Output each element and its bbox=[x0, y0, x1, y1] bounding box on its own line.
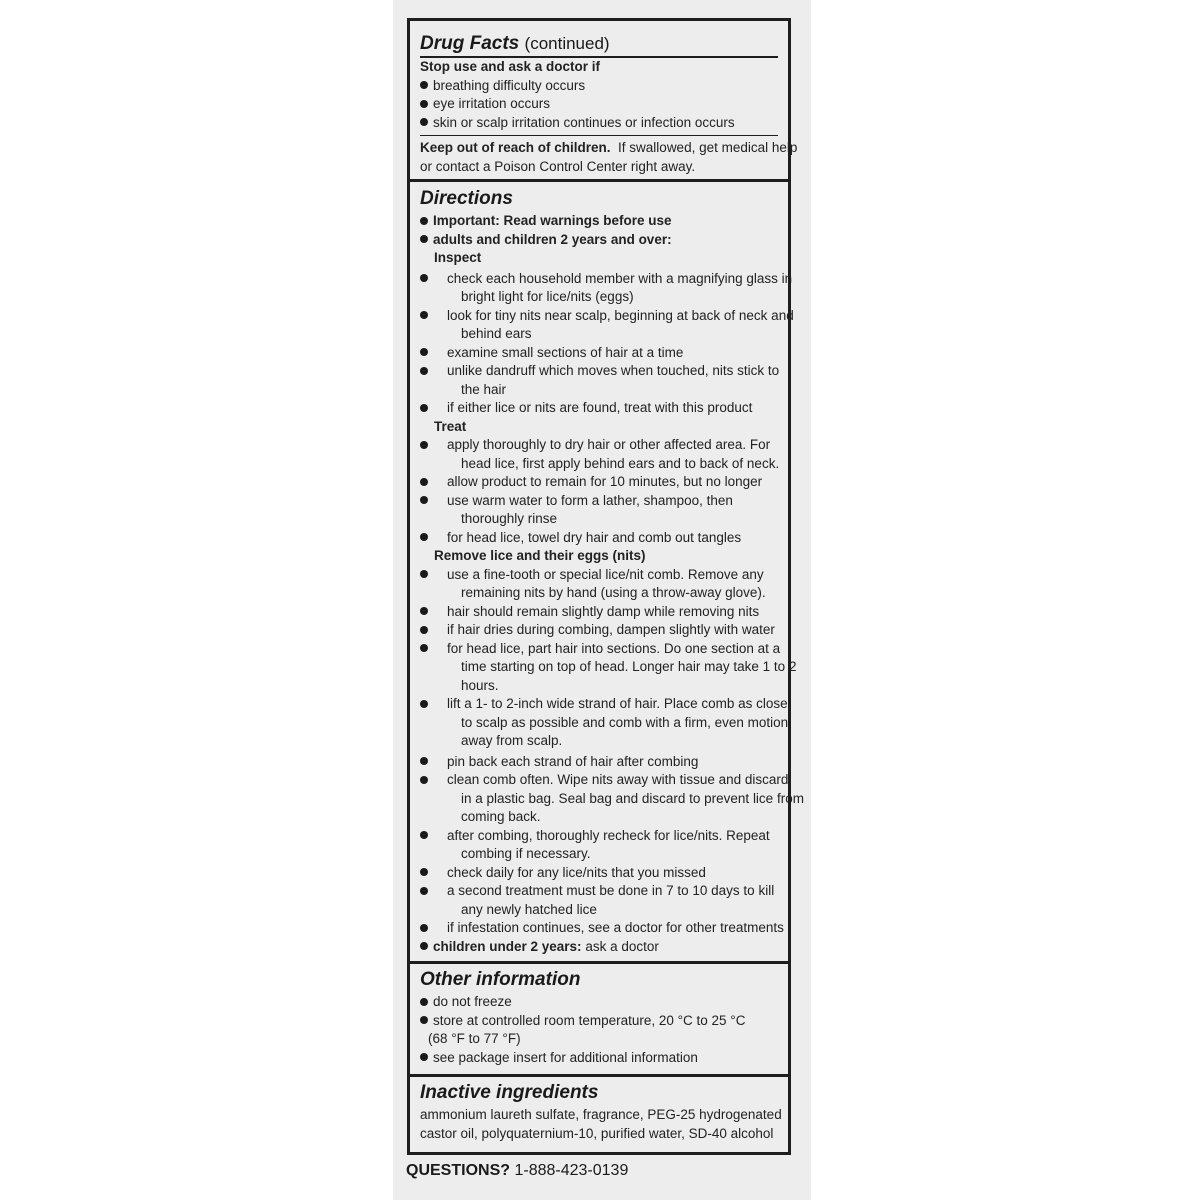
children-under-bold: children under 2 years: bbox=[433, 938, 582, 954]
directions-important: Important: Read warnings before use bbox=[420, 212, 778, 231]
children-under-2 bbox=[420, 938, 778, 957]
drug-facts-continued: (continued) bbox=[524, 34, 610, 53]
other-info-item: store at controlled room temperature, 20 °C to 25 °C bbox=[420, 1012, 778, 1031]
inspect-item: look for tiny nits near scalp, beginning at back of neck and bbox=[420, 307, 778, 326]
inspect-item: unlike dandruff which moves when touched, nits stick to bbox=[420, 362, 778, 381]
remove-item: pin back each strand of hair after combing bbox=[420, 753, 778, 772]
inspect-item-cont: behind ears bbox=[461, 326, 532, 341]
inspect-item: if either lice or nits are found, treat with this product bbox=[420, 399, 778, 418]
remove-item: if hair dries during combing, dampen slightly with water bbox=[420, 621, 778, 640]
remove-item: for head lice, part hair into sections. Do one section at a bbox=[420, 640, 778, 659]
keep-out-rest: If swallowed, get medical help bbox=[618, 140, 798, 155]
remove-item: use a fine-tooth or special lice/nit comb. Remove any bbox=[420, 566, 778, 585]
inactive-ingredients-section bbox=[410, 1074, 788, 1143]
inactive-ingredients-line: ammonium laureth sulfate, fragrance, PEG-25 hydrogenated bbox=[420, 1107, 782, 1122]
remove-item-cont: hours. bbox=[461, 677, 499, 693]
stop-use-item: skin or scalp irritation continues or infection occurs bbox=[420, 114, 778, 133]
other-info-title: Other information bbox=[420, 969, 581, 990]
directions-section bbox=[410, 179, 804, 956]
inspect-heading: Inspect bbox=[434, 250, 482, 265]
treat-item-cont: head lice, first apply behind ears and to back of neck. bbox=[461, 455, 780, 471]
drug-facts-title: Drug Facts bbox=[420, 33, 520, 54]
drug-facts-panel bbox=[407, 18, 804, 1155]
remove-item-cont: any newly hatched lice bbox=[461, 901, 597, 917]
remove-item-cont: combing if necessary. bbox=[461, 846, 591, 861]
children-under-rest: ask a doctor bbox=[585, 938, 659, 954]
drug-facts-section bbox=[410, 31, 788, 57]
remove-item: a second treatment must be done in 7 to 10 days to kill bbox=[420, 882, 778, 901]
treat-item-cont: thoroughly rinse bbox=[461, 511, 558, 526]
keep-out-line-2: or contact a Poison Control Center right away. bbox=[420, 158, 696, 174]
other-info-item: do not freeze bbox=[420, 993, 778, 1012]
other-info-section bbox=[410, 961, 788, 1067]
inactive-ingredients-line: castor oil, polyquaternium-10, purified water, SD-40 alcohol bbox=[420, 1125, 774, 1141]
stop-use-section bbox=[410, 58, 788, 132]
drug-facts-heading bbox=[420, 31, 778, 57]
treat-item: use warm water to form a lather, shampoo, then bbox=[420, 492, 778, 511]
treat-item: apply thoroughly to dry hair or other affected area. For bbox=[420, 436, 778, 455]
remove-heading: Remove lice and their eggs (nits) bbox=[434, 548, 646, 563]
remove-item-cont: coming back. bbox=[461, 809, 541, 824]
stop-use-item: breathing difficulty occurs bbox=[420, 77, 778, 96]
questions-phone: 1-888-423-0139 bbox=[514, 1162, 629, 1179]
remove-item: if infestation continues, see a doctor for other treatments bbox=[420, 919, 778, 938]
inspect-item: examine small sections of hair at a time bbox=[420, 344, 778, 363]
stop-use-heading: Stop use and ask a doctor if bbox=[420, 59, 601, 74]
directions-adults: adults and children 2 years and over: bbox=[420, 231, 778, 250]
keep-out-line bbox=[420, 139, 798, 158]
divider bbox=[420, 135, 778, 136]
other-info-item: see package insert for additional information bbox=[420, 1049, 778, 1068]
remove-item-cont: away from scalp. bbox=[461, 733, 563, 748]
questions-line bbox=[406, 1160, 628, 1182]
inspect-item-cont: bright light for lice/nits (eggs) bbox=[461, 289, 634, 304]
treat-item: for head lice, towel dry hair and comb out tangles bbox=[420, 529, 778, 548]
inactive-ingredients-title: Inactive ingredients bbox=[420, 1082, 599, 1103]
remove-item-cont: remaining nits by hand (using a throw-away glove). bbox=[461, 585, 766, 600]
directions-title: Directions bbox=[420, 188, 513, 209]
remove-item: lift a 1- to 2-inch wide strand of hair. Place comb as close bbox=[420, 695, 778, 714]
remove-item-cont: to scalp as possible and comb with a firm, even motion bbox=[461, 714, 789, 730]
inspect-item-cont: the hair bbox=[461, 381, 507, 397]
questions-label: QUESTIONS? bbox=[406, 1162, 511, 1179]
treat-heading: Treat bbox=[434, 418, 467, 434]
treat-item: allow product to remain for 10 minutes, but no longer bbox=[420, 473, 778, 492]
remove-item: check daily for any lice/nits that you missed bbox=[420, 864, 778, 883]
remove-item-cont: in a plastic bag. Seal bag and discard to prevent lice from bbox=[461, 790, 804, 806]
remove-item: after combing, thoroughly recheck for lice/nits. Repeat bbox=[420, 827, 778, 846]
other-info-item-cont: (68 °F to 77 °F) bbox=[428, 1031, 521, 1046]
inspect-item: check each household member with a magnifying glass in bbox=[420, 270, 778, 289]
stop-use-item: eye irritation occurs bbox=[420, 95, 778, 114]
keep-out-bold: Keep out of reach of children. bbox=[420, 140, 611, 155]
remove-item: hair should remain slightly damp while removing nits bbox=[420, 603, 778, 622]
remove-item: clean comb often. Wipe nits away with tissue and discard bbox=[420, 771, 778, 790]
remove-item-cont: time starting on top of head. Longer hair may take 1 to 2 bbox=[461, 659, 797, 674]
keep-out-section bbox=[410, 139, 798, 176]
